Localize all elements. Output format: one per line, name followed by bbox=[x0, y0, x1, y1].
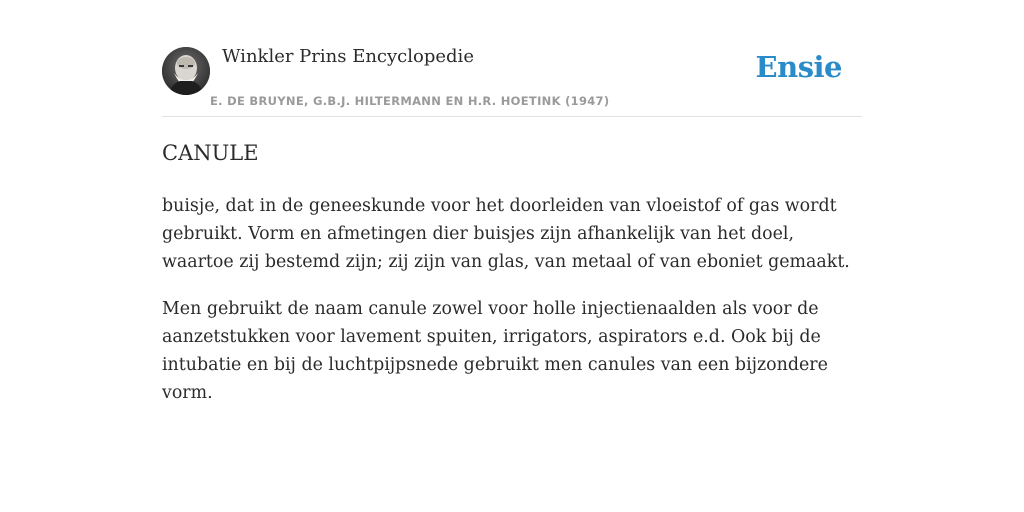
source-title[interactable]: Winkler Prins Encyclopedie bbox=[222, 46, 474, 67]
entry-paragraph: buisje, dat in de geneeskunde voor het doorleiden van vloeistof of gas wordt gebruikt. Vorm en afmetingen dier buisjes zijn afhankelijk van het doel, waartoe zij bestemd zijn; zij zijn van glas, van metaal of van eboniet gemaakt. bbox=[162, 196, 850, 272]
source-header bbox=[162, 0, 862, 117]
entry-title: CANULE bbox=[162, 141, 259, 165]
entry-body bbox=[162, 192, 862, 426]
page bbox=[162, 0, 862, 403]
source-authors: E. DE BRUYNE, G.B.J. HILTERMANN EN H.R. HOETINK (1947) bbox=[210, 94, 610, 108]
ensie-logo[interactable]: Ensie bbox=[755, 50, 842, 84]
author-portrait-icon bbox=[162, 47, 210, 95]
author-avatar[interactable] bbox=[162, 47, 210, 95]
entry-paragraph: Men gebruikt de naam canule zowel voor holle injectienaalden als voor de aanzetstukken voor lavement spuiten, irrigators, aspirators e.d. Ook bij de intubatie en bij de luchtpijpsnede gebruikt men canules van een bijzondere vorm. bbox=[162, 299, 828, 403]
